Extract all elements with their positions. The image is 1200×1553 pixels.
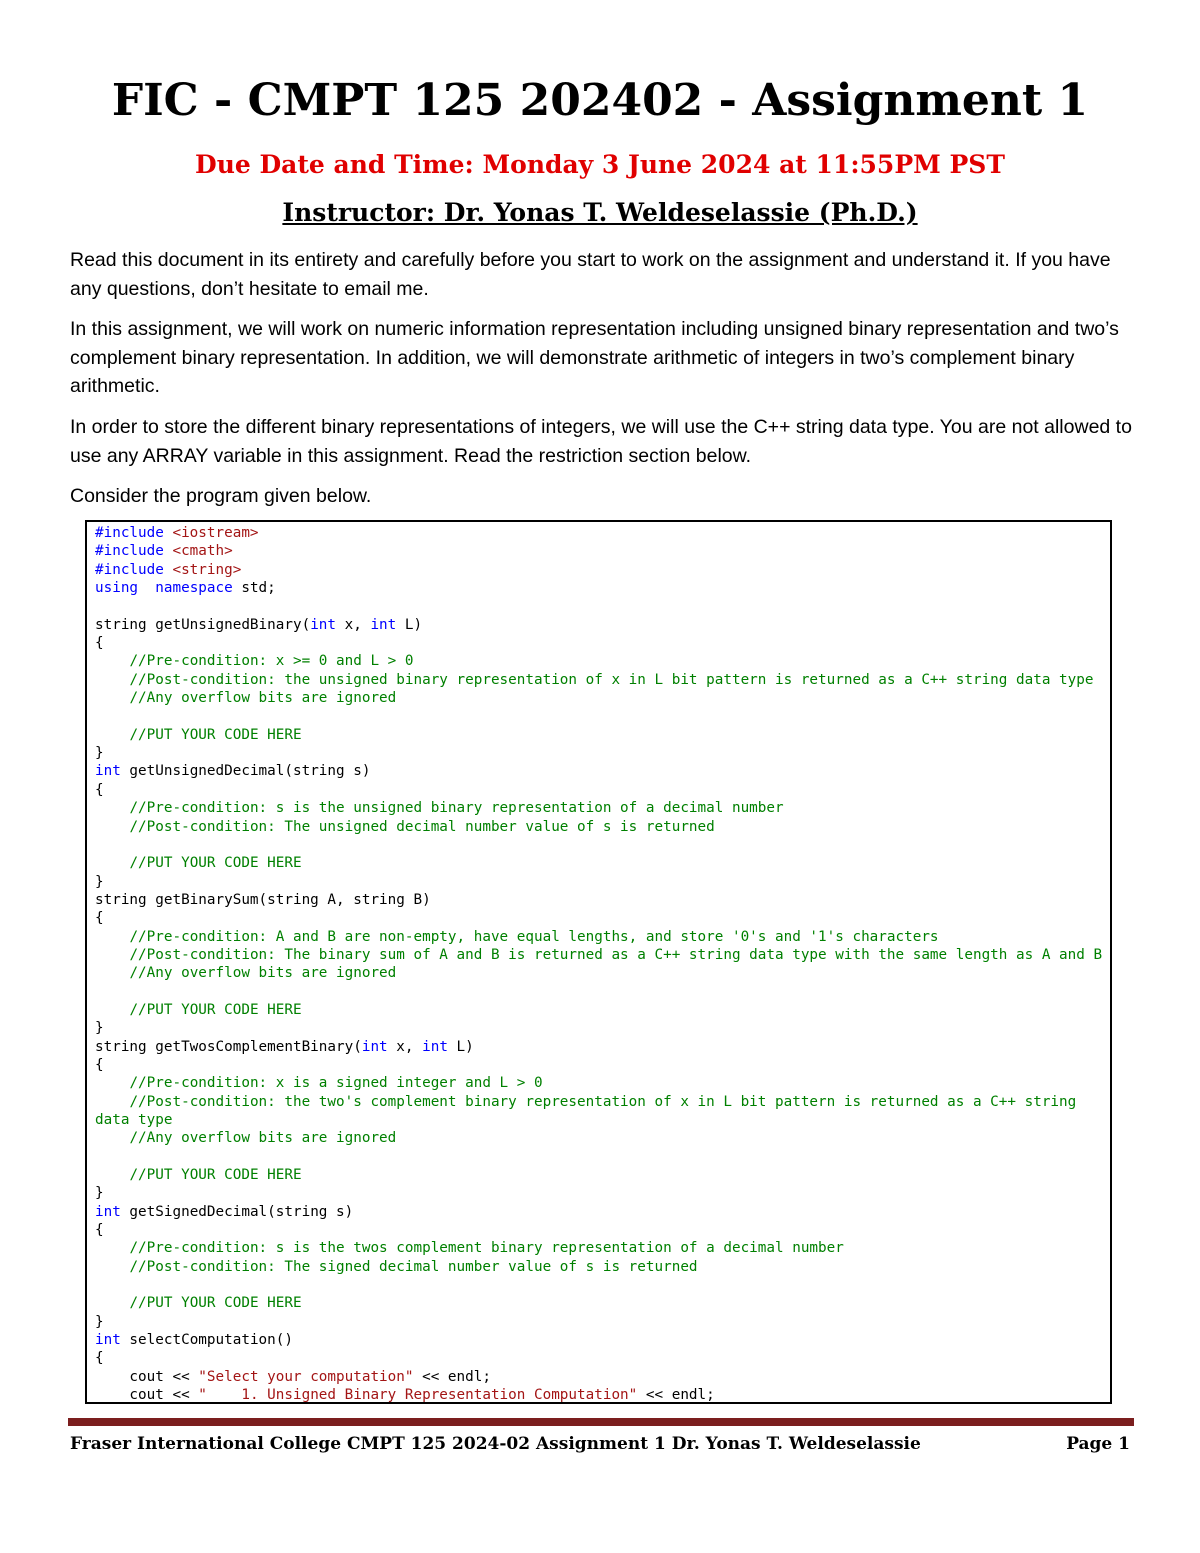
code-line: [95, 799, 1102, 817]
code-line: [95, 1239, 1102, 1257]
code-token: }: [95, 1185, 104, 1202]
code-token: }: [95, 873, 104, 890]
code-token: using: [95, 580, 139, 597]
instructor-line: Instructor: Dr. Yonas T. Weldeselassie (Ph.D.): [282, 198, 918, 227]
code-token: [95, 947, 129, 963]
code-line: [95, 762, 1102, 780]
code-token: "Select your computation": [198, 1368, 414, 1385]
code-token: //PUT YOUR CODE HERE: [129, 855, 302, 872]
code-token: {: [95, 1056, 104, 1073]
program-intro: Consider the program given below.: [70, 485, 372, 507]
code-token: [95, 965, 129, 981]
code-line: [95, 1166, 1102, 1184]
code-token: [95, 1295, 129, 1311]
code-token: //Pre-condition: A and B are non-empty, have equal lengths, and store '0's and '1's characters: [129, 928, 939, 945]
code-line: [95, 1056, 1102, 1074]
code-line: [95, 671, 1102, 689]
code-line: [95, 1038, 1102, 1056]
code-token: [95, 1240, 129, 1256]
code-line: [95, 744, 1102, 762]
code-token: int: [361, 1038, 388, 1055]
code-token: //Post-condition: the unsigned binary representation of x in L bit pattern is returned as a C++ string data type: [129, 671, 1094, 688]
code-line: [95, 1129, 1102, 1147]
code-token: [95, 800, 129, 816]
page-number: Page 1: [1066, 1434, 1130, 1454]
code-line: [95, 616, 1102, 634]
code-line: [95, 1221, 1102, 1239]
code-token: int: [95, 1332, 121, 1349]
code-line: [95, 542, 1102, 560]
code-line: [95, 836, 1102, 854]
code-token: namespace: [155, 580, 233, 597]
code-line: [95, 1184, 1102, 1202]
code-line: [95, 928, 1102, 946]
code-token: //Post-condition: The signed decimal number value of s is returned: [129, 1258, 698, 1275]
code-token: L): [396, 616, 423, 633]
code-line: [95, 1074, 1102, 1092]
code-line: [95, 854, 1102, 872]
code-line: [95, 1203, 1102, 1221]
code-line: [95, 873, 1102, 891]
code-line: [95, 561, 1102, 579]
code-token: L): [447, 1038, 474, 1055]
code-line: [95, 946, 1102, 964]
code-token: {: [95, 635, 104, 652]
restriction-paragraph: In order to store the different binary representations of integers, we will use the C++ string data type. You are not allowed to use any ARRAY variable in this assignment. Read the restriction section below.: [70, 416, 1132, 467]
code-token: //PUT YOUR CODE HERE: [129, 726, 302, 743]
code-token: string getBinarySum(string A, string B): [95, 891, 431, 908]
code-line: [95, 1368, 1102, 1386]
code-token: //PUT YOUR CODE HERE: [129, 1295, 302, 1312]
document-title: FIC - CMPT 125 202402 - Assignment 1: [111, 75, 1089, 126]
code-token: std;: [232, 580, 276, 597]
code-line: [95, 1258, 1102, 1276]
code-token: #include: [95, 543, 173, 560]
code-token: << endl;: [637, 1387, 715, 1404]
code-line: [95, 1001, 1102, 1019]
code-line: [95, 909, 1102, 927]
code-token: selectComputation(): [120, 1332, 293, 1349]
code-line: [95, 726, 1102, 744]
code-token: string getUnsignedBinary(: [95, 616, 311, 633]
code-token: <iostream>: [172, 525, 259, 541]
code-token: [95, 1130, 129, 1146]
code-token: [95, 653, 129, 669]
code-token: {: [95, 1350, 104, 1367]
footer-rule: [68, 1418, 1134, 1426]
code-token: cout <<: [95, 1387, 199, 1404]
code-line: [95, 1386, 1102, 1404]
code-line: [95, 689, 1102, 707]
code-token: //Pre-condition: s is the twos complement binary representation of a decimal number: [129, 1240, 844, 1257]
code-token: [95, 1002, 129, 1018]
code-token: <cmath>: [172, 543, 233, 560]
code-token: int: [310, 616, 337, 633]
code-line: [95, 597, 1102, 615]
code-token: [95, 727, 129, 743]
code-token: [95, 1167, 129, 1183]
code-token: //Post-condition: the two's complement binary representation of x in L bit pattern is returned as a C++ string: [129, 1093, 1077, 1110]
code-token: << endl;: [413, 1368, 491, 1385]
code-token: {: [95, 781, 104, 798]
code-token: cout <<: [95, 1368, 199, 1385]
code-line: [95, 818, 1102, 836]
code-token: //Any overflow bits are ignored: [129, 690, 397, 707]
code-token: int: [95, 763, 121, 780]
code-token: #include: [95, 561, 173, 578]
code-line: [95, 1111, 1102, 1129]
code-line: [95, 652, 1102, 670]
code-listing: [95, 524, 1102, 1404]
code-token: //Any overflow bits are ignored: [129, 965, 397, 982]
code-line: [95, 891, 1102, 909]
code-line: [95, 964, 1102, 982]
intro-paragraph: Read this document in its entirety and carefully before you start to work on the assignment and understand it. If you have any questions, don’t hesitate to email me.: [70, 249, 1111, 300]
code-token: {: [95, 910, 104, 927]
code-token: [95, 690, 129, 706]
code-line: [95, 1093, 1102, 1111]
code-token: //Post-condition: The unsigned decimal number value of s is returned: [129, 818, 715, 835]
code-token: int: [370, 616, 397, 633]
topic-paragraph: In this assignment, we will work on numeric information representation including unsigned binary representation and two’s complement binary representation. In addition, we will demonstrate arithmetic of integers in two’s complement binary arithmetic.: [70, 318, 1119, 397]
code-listing-box: [85, 520, 1112, 1404]
code-token: //PUT YOUR CODE HERE: [129, 1167, 302, 1184]
code-token: " 1. Unsigned Binary Representation Computation": [198, 1387, 638, 1404]
code-line: [95, 1349, 1102, 1367]
code-line: [95, 1294, 1102, 1312]
code-line: [95, 1276, 1102, 1294]
code-token: string getTwosComplementBinary(: [95, 1038, 362, 1055]
code-token: #include: [95, 525, 173, 541]
code-token: x,: [387, 1038, 423, 1055]
code-token: [138, 580, 155, 596]
code-token: //Pre-condition: s is the unsigned binary representation of a decimal number: [129, 800, 784, 817]
footer-text: Fraser International College CMPT 125 2024-02 Assignment 1 Dr. Yonas T. Weldeselassie: [70, 1434, 921, 1454]
code-token: }: [95, 1313, 104, 1330]
code-token: getUnsignedDecimal(string s): [120, 763, 371, 780]
code-token: int: [422, 1038, 448, 1055]
code-token: [95, 929, 129, 945]
code-token: [95, 819, 129, 835]
code-token: [95, 1075, 129, 1091]
code-token: //Pre-condition: x is a signed integer and L > 0: [129, 1075, 543, 1092]
code-line: [95, 983, 1102, 1001]
code-token: [95, 1094, 129, 1110]
code-line: [95, 1148, 1102, 1166]
code-token: [95, 855, 129, 871]
code-token: <string>: [172, 561, 242, 578]
code-line: [95, 707, 1102, 725]
code-line: [95, 1331, 1102, 1349]
code-token: //Pre-condition: x >= 0 and L > 0: [129, 653, 414, 670]
code-token: {: [95, 1222, 104, 1239]
code-token: //PUT YOUR CODE HERE: [129, 1001, 302, 1018]
code-token: //Any overflow bits are ignored: [129, 1130, 397, 1147]
code-line: [95, 579, 1102, 597]
code-token: int: [95, 1203, 121, 1220]
code-line: [95, 634, 1102, 652]
code-token: [95, 672, 129, 688]
code-token: data type: [95, 1112, 173, 1128]
code-token: }: [95, 745, 104, 762]
due-date: Due Date and Time: Monday 3 June 2024 at 11:55PM PST: [195, 150, 1005, 179]
code-token: }: [95, 1020, 104, 1037]
code-token: getSignedDecimal(string s): [120, 1203, 354, 1220]
code-token: x,: [336, 616, 371, 633]
code-token: [95, 1259, 129, 1275]
code-line: [95, 524, 1102, 542]
code-token: //Post-condition: The binary sum of A and B is returned as a C++ string data type with the same length as A and B: [129, 946, 1103, 963]
code-line: [95, 781, 1102, 799]
code-line: [95, 1019, 1102, 1037]
code-line: [95, 1313, 1102, 1331]
